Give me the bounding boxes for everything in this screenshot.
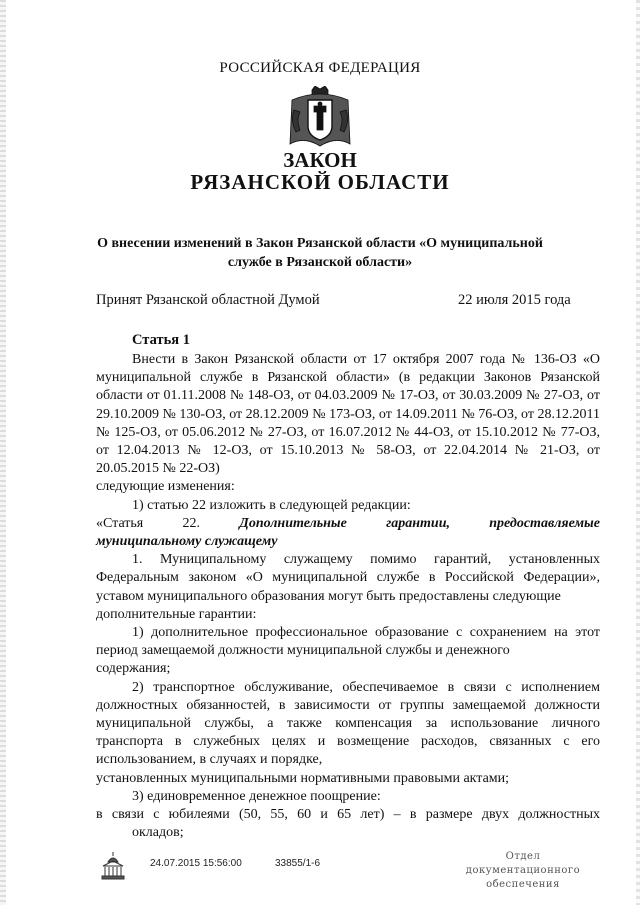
article-body xyxy=(96,351,600,842)
article-intro: Внести в Закон Рязанской области от 17 октября 2007 года № 136-ОЗ «О муниципальной службе в Рязанской области» (в редакции Законов Рязанской области от 01.11.2008 № 148-ОЗ, от 04.03.2009 № 17-ОЗ, от 30.03.2009 № 27-ОЗ, от 29.10.2009 № 130-ОЗ, от 28.12.2009 № 173-ОЗ, от 14.09.2011 № 76-ОЗ, от 28.12.2011 № 125-ОЗ, от 05.06.2012 № 27-ОЗ, от 16.07.2012 № 44-ОЗ, от 15.10.2012 № 77-ОЗ, от 12.04.2013 № 12-ОЗ, от 15.10.2013 № 58-ОЗ, от 22.04.2014 № 21-ОЗ, от 20.05.2015 № 22-ОЗ) xyxy=(96,352,600,477)
subtitle-line2: службе в Рязанской области» xyxy=(227,255,413,270)
scan-edge-left xyxy=(0,0,6,905)
adoption-date: 22 июля 2015 года xyxy=(458,292,571,308)
article-intro-end: следующие изменения: xyxy=(96,479,235,495)
adopted-by: Принят Рязанской областной Думой xyxy=(96,292,320,308)
new-article-title-end: муниципальному служащему xyxy=(96,534,278,550)
paragraph-1-2-end: установленных муниципальными нормативными правовыми актами; xyxy=(96,770,510,786)
footer-doc-number: 33855/1-6 xyxy=(275,858,321,869)
law-subtitle xyxy=(70,234,570,272)
coat-of-arms-icon xyxy=(284,86,356,150)
paragraph-1-end: дополнительные гарантии: xyxy=(96,606,257,622)
subtitle-line1: О внесении изменений в Закон Рязанской области «О муниципальной xyxy=(97,236,543,251)
footer-datetime: 24.07.2015 15:56:00 xyxy=(150,858,242,869)
department-line2: обеспечения xyxy=(486,879,560,890)
item-1: 1) статью 22 изложить в следующей редакции: xyxy=(132,497,411,513)
duma-building-icon xyxy=(100,850,126,880)
paragraph-1-1-end: содержания; xyxy=(96,661,171,677)
new-article-heading xyxy=(96,515,600,533)
law-title-line2: РЯЗАНСКОЙ ОБЛАСТИ xyxy=(190,170,450,194)
paragraph-1-3-a: в связи с юбилеями (50, 55, 60 и 65 лет) – в размере двух должностных xyxy=(96,807,600,823)
paragraph-1: 1. Муниципальному служащему помимо гарантий, установленных Федеральным законом «О муниципальной службе в Российской Федерации», уставом муниципального образования могут быть предоставлены следующие xyxy=(96,552,600,604)
new-article-title: Дополнительные гарантии, предоставляемые xyxy=(239,515,600,531)
paragraph-1-3: 3) единовременное денежное поощрение: xyxy=(132,788,381,804)
article-heading: Статья 1 xyxy=(132,332,190,348)
department-stamp xyxy=(448,850,598,892)
paragraph-1-1: 1) дополнительное профессиональное образование с сохранением на этот период замещаемой должности муниципальной службы и денежного xyxy=(96,625,600,659)
paragraph-1-2: 2) транспортное обслуживание, обеспечиваемое в связи с исполнением должностных обязанностей, в зависимости от группы замещаемой должности муниципальной службы, а также компенсация за использование личного транспорта в служебных целях и возмещение расходов, связанных с его использованием, в случаях и порядке, xyxy=(96,679,600,768)
department-line1: Отдел документационного xyxy=(465,851,581,876)
law-title-line1: ЗАКОН xyxy=(283,148,357,172)
country-heading: РОССИЙСКАЯ ФЕДЕРАЦИЯ xyxy=(219,60,421,76)
scan-edge-right xyxy=(636,0,640,905)
paragraph-1-3-a-end: окладов; xyxy=(132,825,184,841)
new-article-prefix: «Статья 22. xyxy=(96,515,200,531)
